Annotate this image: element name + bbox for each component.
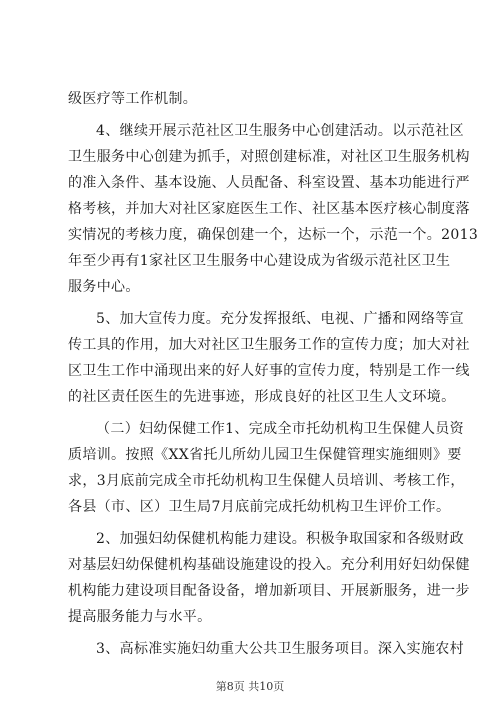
body-text [68,86,479,662]
text-line: 2、加强妇幼保健机构能力建设。积极争取国家和各级财政 [96,531,465,547]
text-line: 的社区责任医生的先进事迹，形成良好的社区卫生人文环境。 [68,389,456,405]
text-line: 实情况的考核力度，确保创建一个，达标一个，示范一个。2013 [68,227,479,243]
text-line: 求，3月底前完成全市托幼机构卫生保健人员培训、考核工作， [68,473,465,489]
text-line: 对基层妇幼保健机构基础设施建设的投入。充分利用好妇幼保健 [68,557,470,573]
text-line: 格考核，并加大对社区家庭医生工作、社区基本医疗核心制度落 [68,201,470,217]
text-line: 5、加大宣传力度。充分发挥报纸、电视、广播和网络等宣 [96,311,465,327]
text-line: 4、继续开展示范社区卫生服务中心创建活动。以示范社区 [96,123,465,139]
text-line: 年至少再有1家社区卫生服务中心建设成为省级示范社区卫生 [68,253,451,269]
page-footer: 第8页 共10页 [215,680,285,693]
text-line: 提高服务能力与水平。 [68,609,212,625]
text-line: 卫生服务中心创建为抓手，对照创建标准，对社区卫生服务机构 [68,149,470,165]
text-line: 传工具的作用，加大对社区卫生服务工作的宣传力度；加大对社 [68,337,470,353]
text-line: （二）妇幼保健工作1、完成全市托幼机构卫生保健人员资 [96,421,465,437]
text-line: 的准入条件、基本设施、人员配备、科室设置、基本功能进行严 [68,175,470,191]
text-line: 机构能力建设项目配备设备，增加新项目、开展新服务，进一步 [68,583,470,599]
text-line: 级医疗等工作机制。 [68,91,198,107]
text-line: 3、高标准实施妇幼重大公共卫生服务项目。深入实施农村 [96,641,465,657]
text-line: 服务中心。 [68,279,140,295]
text-line: 各县（市、区）卫生局7月底前完成托幼机构卫生评价工作。 [68,499,451,515]
text-line: 区卫生工作中涌现出来的好人好事的宣传力度，特别是工作一线 [68,363,470,379]
text-line: 质培训。按照《XX省托儿所幼儿园卫生保健管理实施细则》要 [68,447,462,463]
